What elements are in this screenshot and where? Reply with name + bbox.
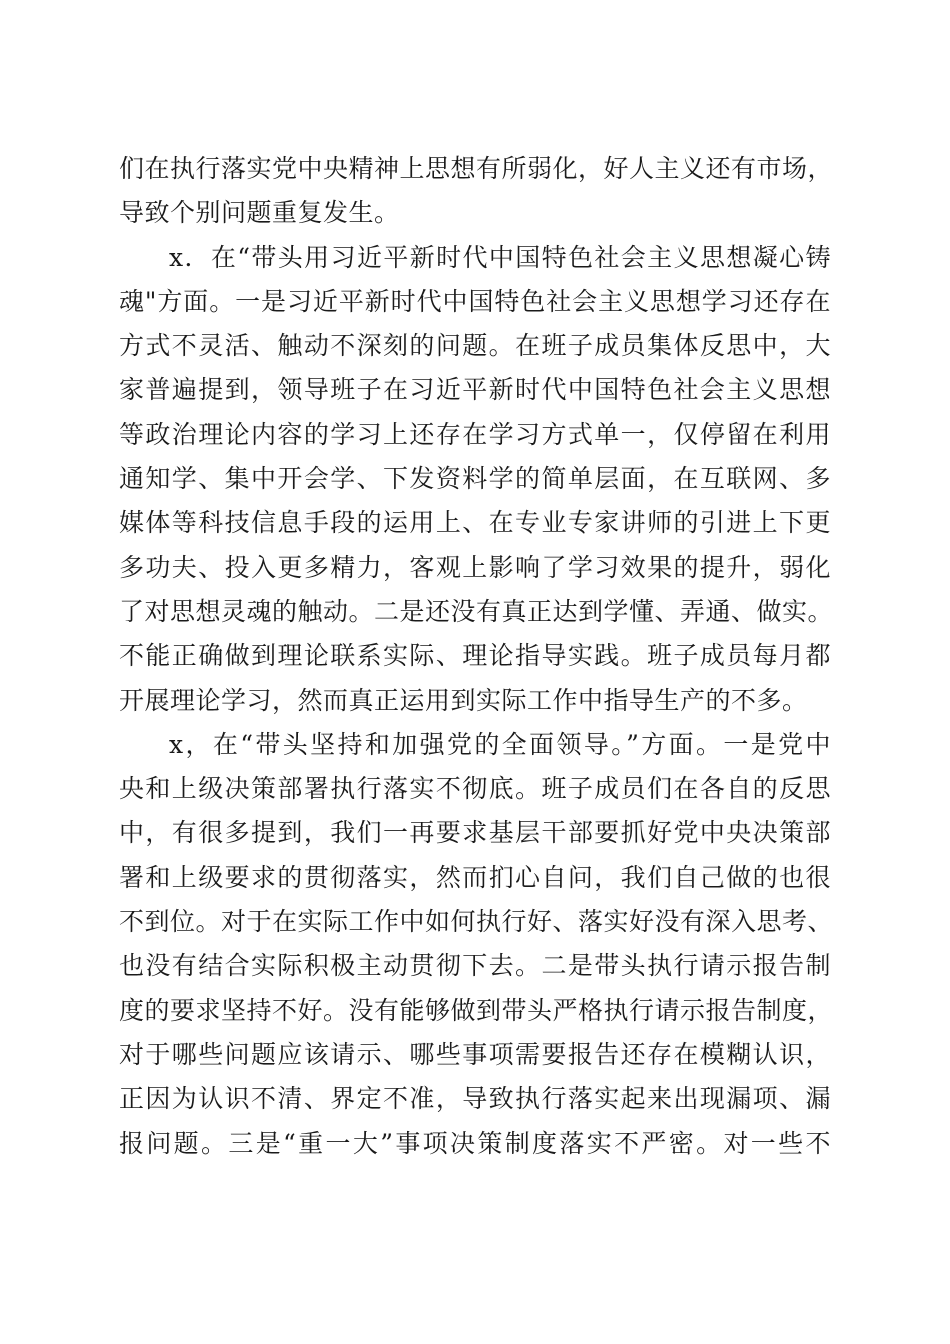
paragraph-first-line: x，在“带头坚持和加强党的全面领导。”方面。一是党中 xyxy=(169,729,831,759)
text-line: 不能正确做到理论联系实际、理论指导实践。班子成员每月都 xyxy=(119,641,831,671)
text-line: 等政治理论内容的学习上还存在学习方式单一，仅停留在利用 xyxy=(119,419,831,449)
text-line: 也没有结合实际积极主动贯彻下去。二是带头执行请示报告制 xyxy=(119,951,831,981)
text-line: 央和上级决策部署执行落实不彻底。班子成员们在各自的反思 xyxy=(119,774,831,804)
text-line: 们在执行落实党中央精神上思想有所弱化，好人主义还有市场， xyxy=(119,154,834,183)
text-line: 对于哪些问题应该请示、哪些事项需要报告还存在模糊认识， xyxy=(119,1039,831,1069)
text-line: 多功夫、投入更多精力，客观上影响了学习效果的提升，弱化 xyxy=(119,552,831,582)
text-line: 正因为认识不清、界定不准，导致执行落实起来出现漏项、漏 xyxy=(119,1084,831,1114)
text-line: 开展理论学习，然而真正运用到实际工作中指导生产的不多。 xyxy=(119,685,808,715)
text-line: 家普遍提到，领导班子在习近平新时代中国特色社会主义思想 xyxy=(119,375,831,405)
text-line: 不到位。对于在实际工作中如何执行好、落实好没有深入思考、 xyxy=(119,907,834,937)
paragraph-first-line: x．在“带头用习近平新时代中国特色社会主义思想凝心铸 xyxy=(169,242,831,272)
text-line: 导致个别问题重复发生。 xyxy=(119,198,400,228)
text-line: 媒体等科技信息手段的运用上、在专业专家讲师的引进上下更 xyxy=(119,508,831,538)
text-line: 方式不灵活、触动不深刻的问题。在班子成员集体反思中，大 xyxy=(119,331,831,361)
text-line: 通知学、集中开会学、下发资料学的简单层面，在互联网、多 xyxy=(119,464,831,494)
text-line: 魂"方面。一是习近平新时代中国特色社会主义思想学习还存在 xyxy=(119,286,831,316)
text-line: 度的要求坚持不好。没有能够做到带头严格执行请示报告制度， xyxy=(119,995,834,1025)
text-line: 了对思想灵魂的触动。二是还没有真正达到学懂、弄通、做实。 xyxy=(119,596,834,626)
document-body xyxy=(119,147,834,1166)
text-line: 中，有很多提到，我们一再要求基层干部要抓好党中央决策部 xyxy=(119,818,831,848)
text-line: 报问题。三是“重一大”事项决策制度落实不严密。对一些不 xyxy=(119,1128,831,1158)
text-line: 署和上级要求的贯彻落实，然而扪心自问，我们自己做的也很 xyxy=(119,862,831,892)
